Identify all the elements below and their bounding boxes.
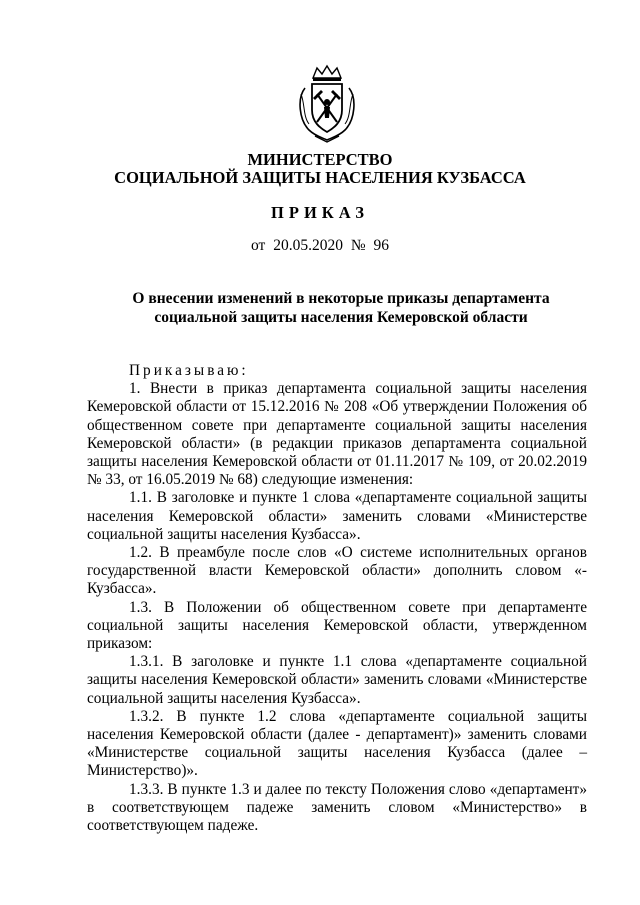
document-body: [87, 362, 587, 835]
date-number-line: [0, 237, 640, 255]
paragraph-1-1: 1.1. В заголовке и пункте 1 слова «департаменте социальной защиты населения Кемеровской области» заменить словами «Министерстве социальной защиты населения Кузбасса».: [87, 489, 587, 543]
paragraph-1: 1. Внести в приказ департамента социальной защиты населения Кемеровской области от 15.12.2016 № 208 «Об утверждении Положения об общественном совете при департаменте социальной защиты населения Кемеровской области» (в редакции приказов департамента социальной защиты населения Кемеровской области от 01.11.2017 № 109, от 20.02.2019 № 33, от 16.05.2019 № 68) следующие изменения:: [87, 380, 587, 489]
document-type-heading: ПРИКАЗ: [271, 203, 369, 222]
paragraph-1-3-1: 1.3.1. В заголовке и пункте 1.1 слова «департаменте социальной защиты населения Кемеровской области» заменить словами «Министерстве социальной защиты населения Кузбасса».: [87, 653, 587, 707]
document-date: 20.05.2020: [273, 237, 343, 254]
paragraph-1-3-3: 1.3.3. В пункте 1.3 и далее по тексту Положения слово «департамент» в соответствующем падеже заменить словом «Министерство» в соответствующем падеже.: [87, 780, 587, 835]
date-prefix: от: [251, 237, 266, 254]
paragraph-1-3: 1.3. В Положении об общественном совете при департаменте социальной защиты населения Кемеровской области, утвержденном приказом:: [87, 598, 587, 653]
ministry-title-line1: МИНИСТЕРСТВО: [247, 150, 393, 169]
coat-of-arms-emblem: [295, 64, 359, 144]
document-subject-title: О внесении изменений в некоторые приказы департамента социальной защиты населения Кемеровской области: [132, 290, 550, 326]
ministry-title-line2: СОЦИАЛЬНОЙ ЗАЩИТЫ НАСЕЛЕНИЯ КУЗБАССА: [114, 168, 526, 187]
order-verb: Приказываю:: [129, 362, 249, 379]
document-number: 96: [373, 237, 389, 254]
paragraph-1-3-2: 1.3.2. В пункте 1.2 слова «департаменте социальной защиты населения Кемеровской области (далее - департамент)» заменить словами «Министерстве социальной защиты населения Кузбасса (далее – Министерство)».: [87, 707, 587, 780]
paragraph-1-2: 1.2. В преамбуле после слов «О системе исполнительных органов государственной власти Кемеровской области» дополнить словом «-Кузбасса».: [87, 544, 587, 598]
number-sign: №: [350, 237, 366, 254]
